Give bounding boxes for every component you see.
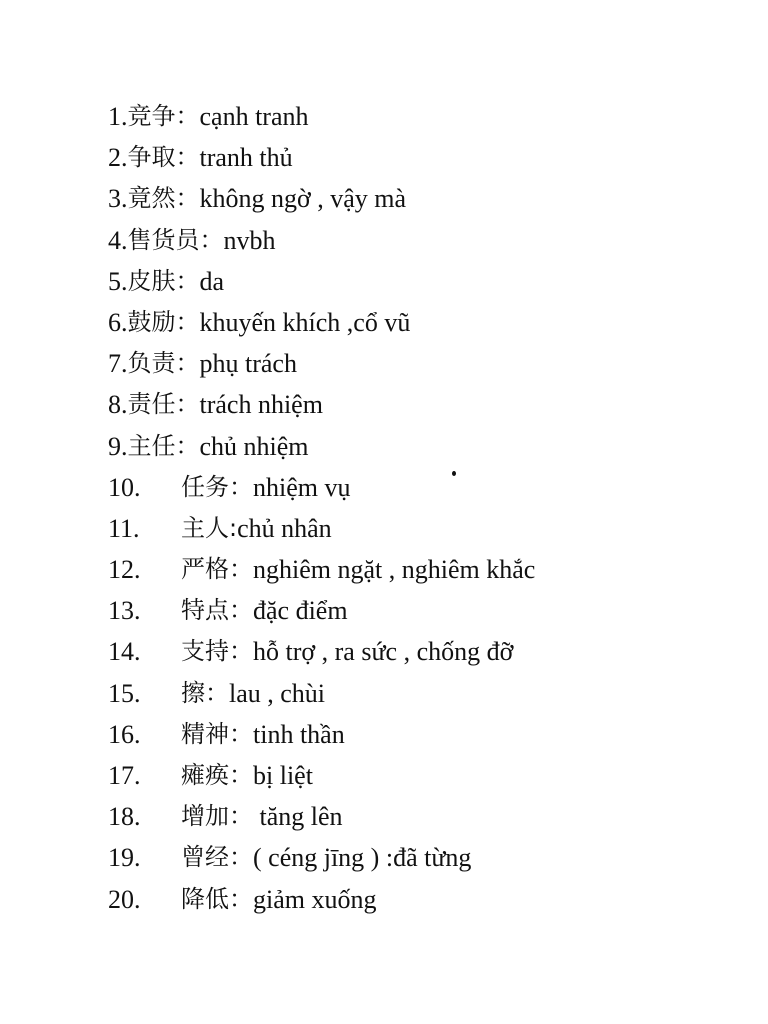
separator: ： — [175, 266, 200, 295]
vietnamese-meaning: không ngờ , vậy mà — [199, 184, 407, 214]
chinese-term: 竟然 — [127, 184, 176, 213]
chinese-term: 降低 — [181, 884, 229, 913]
list-item — [108, 673, 535, 714]
item-number: 11. — [108, 513, 140, 543]
chinese-term: 曾经 — [181, 843, 229, 872]
list-item — [108, 837, 535, 878]
separator: ： — [175, 143, 200, 172]
separator: ： — [175, 307, 200, 336]
separator: ： — [175, 102, 200, 130]
ink-speck — [452, 471, 456, 476]
item-number: 6. — [108, 307, 128, 337]
separator: ： — [229, 761, 253, 789]
list-item — [108, 343, 535, 384]
item-number: 4. — [108, 225, 128, 255]
vietnamese-meaning: bị liệt — [253, 761, 313, 790]
item-number: 9. — [108, 431, 128, 461]
chinese-term: 特点 — [181, 596, 229, 625]
list-item — [108, 178, 535, 219]
chinese-term: 主人 — [181, 513, 229, 542]
list-item — [108, 96, 535, 137]
item-number: 20. — [108, 884, 141, 914]
separator: ： — [229, 637, 253, 666]
vietnamese-meaning: lau , chùi — [229, 678, 326, 708]
vietnamese-meaning: tranh thủ — [199, 143, 293, 173]
chinese-term: 竞争 — [127, 102, 176, 130]
list-item — [108, 384, 535, 425]
chinese-term: 支持 — [181, 637, 229, 666]
vietnamese-meaning: giảm xuống — [253, 884, 377, 914]
chinese-term: 严格 — [181, 555, 229, 584]
vietnamese-meaning: khuyến khích ,cổ vũ — [199, 307, 411, 337]
list-item — [108, 714, 535, 755]
separator: ： — [175, 184, 200, 213]
item-number: 3. — [108, 184, 128, 214]
item-number: 15. — [108, 678, 141, 708]
chinese-term: 主任 — [127, 431, 176, 460]
vocabulary-list — [108, 96, 535, 920]
list-item — [108, 879, 535, 920]
separator: ： — [175, 349, 200, 378]
vietnamese-meaning: trách nhiệm — [199, 390, 323, 420]
vietnamese-meaning: nhiệm vụ — [253, 472, 351, 502]
vietnamese-meaning: tăng lên — [253, 802, 343, 832]
item-number: 1. — [108, 102, 128, 131]
item-number: 8. — [108, 390, 128, 420]
item-number: 18. — [108, 802, 141, 832]
list-item — [108, 426, 535, 467]
separator: ： — [229, 719, 253, 748]
vietnamese-meaning: da — [199, 266, 225, 296]
list-item — [108, 549, 535, 590]
list-item — [108, 796, 535, 837]
item-number: 5. — [108, 266, 128, 296]
vietnamese-meaning: cạnh tranh — [199, 102, 309, 131]
item-number: 16. — [108, 719, 141, 749]
list-item — [108, 467, 535, 508]
item-number: 13. — [108, 596, 141, 626]
chinese-term: 任务 — [181, 472, 229, 501]
vietnamese-meaning: chủ nhiệm — [199, 431, 309, 461]
item-number: 2. — [108, 143, 128, 173]
list-item — [108, 755, 535, 796]
vietnamese-meaning: nghiêm ngặt , nghiêm khắc — [253, 555, 536, 585]
list-item — [108, 220, 535, 261]
chinese-term: 责任 — [127, 390, 176, 419]
list-item — [108, 508, 535, 549]
chinese-term: 售货员 — [127, 225, 200, 254]
item-number: 17. — [108, 761, 141, 790]
vietnamese-meaning: chủ nhân — [237, 513, 332, 543]
list-item — [108, 631, 535, 672]
list-item — [108, 261, 535, 302]
item-number: 12. — [108, 555, 141, 585]
chinese-term: 鼓励 — [127, 307, 176, 336]
separator: ： — [229, 596, 253, 625]
item-number: 19. — [108, 843, 141, 873]
chinese-term: 皮肤 — [127, 266, 176, 295]
chinese-term: 增加 — [181, 802, 229, 831]
chinese-term: 擦 — [181, 678, 205, 707]
separator: ： — [229, 472, 253, 501]
vietnamese-meaning: phụ trách — [199, 349, 297, 379]
item-number: 7. — [108, 349, 128, 379]
vietnamese-meaning: ( céng jīng ) :đã từng — [253, 843, 472, 873]
vietnamese-meaning: đặc điểm — [253, 596, 348, 626]
separator: ： — [229, 555, 253, 584]
vietnamese-meaning: tinh thần — [253, 719, 345, 749]
chinese-term: 精神 — [181, 719, 229, 748]
item-number: 10. — [108, 472, 141, 502]
chinese-term: 瘫痪 — [181, 761, 229, 789]
separator: ： — [229, 884, 253, 913]
list-item — [108, 590, 535, 631]
chinese-term: 负责 — [127, 349, 176, 378]
separator: ： — [199, 225, 224, 254]
item-number: 14. — [108, 637, 141, 667]
vietnamese-meaning: nvbh — [223, 225, 276, 255]
separator: ： — [229, 843, 253, 872]
list-item — [108, 302, 535, 343]
list-item — [108, 137, 535, 178]
separator: ： — [175, 431, 200, 460]
separator: ： — [229, 802, 253, 831]
separator: ： — [175, 390, 200, 419]
separator: ： — [205, 678, 229, 707]
chinese-term: 争取 — [127, 143, 176, 172]
separator: : — [229, 513, 238, 542]
vietnamese-meaning: hỗ trợ , ra sức , chống đỡ — [253, 637, 514, 667]
